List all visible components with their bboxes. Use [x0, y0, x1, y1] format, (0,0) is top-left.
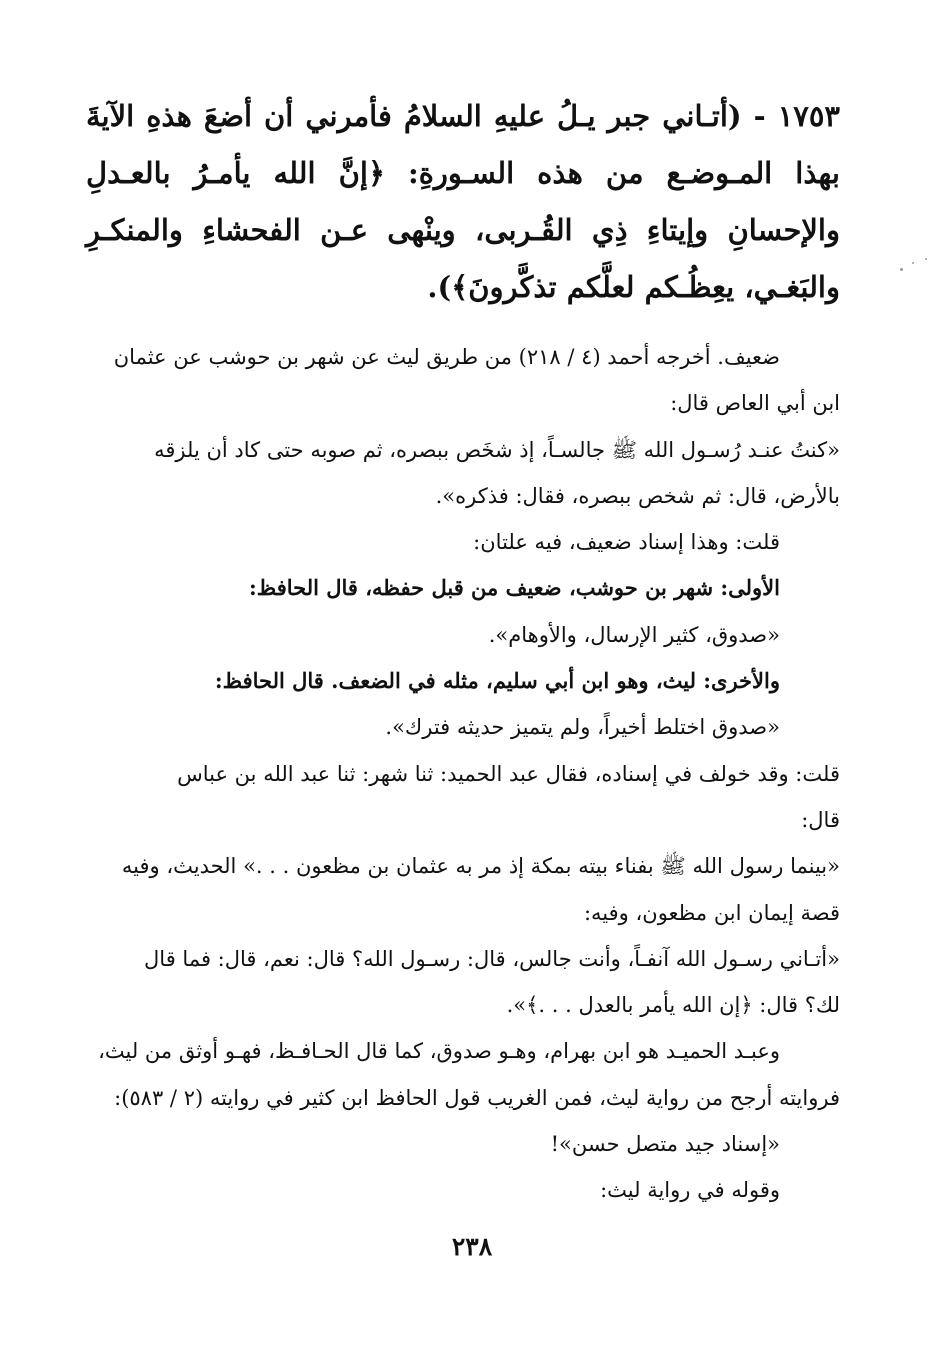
- text-line: قصة إيمان ابن مظعون، وفيه:: [583, 900, 840, 925]
- text-line: «صدوق اختلط أخيراً، ولم يتميز حديثه فترك».: [385, 715, 780, 740]
- text-line: قلت: وقد خولف في إسناده، فقال عبد الحميد: ثنا شهر: ثنا عبد الله بن عباس: [177, 761, 840, 786]
- page-speck: [925, 258, 927, 260]
- text-line: قال:: [801, 807, 840, 832]
- hadith-heading: [86, 88, 840, 316]
- text-line: فروايته أرجح من رواية ليث، فمن الغريب قول الحافظ ابن كثير في روايته (٢ / ٥٨٣):: [114, 1085, 840, 1110]
- text-line: لك؟ قال: ﴿إن الله يأمر بالعدل . . .﴾».: [506, 993, 840, 1018]
- text-line: ضعيف. أخرجه أحمد (٤ / ٢١٨) من طريق ليث عن شهر بن حوشب عن عثمان: [113, 345, 780, 369]
- text-line: والأخرى: ليث، وهو ابن أبي سليم، مثله في الضعف. قال الحافظ:: [214, 668, 780, 694]
- text-line: بالأرض، قال: ثم شخص ببصره، فقال: فذكره».: [435, 483, 840, 508]
- hadith-text: - (أتـاني جبر يـلُ عليهِ السلامُ فأمرني أن أضعَ هذهِ الآيةَ بهذا المـوضـع من هذه السـورةِ: ﴿إنَّ الله يأمـرُ بالعـدلِ والإحسانِ وإيتاءِ ذِي القُـربى، وينْهى عـن الفحشاءِ والمنكـرِ والبَغـي، يعِظُـكم لعلَّكم تذكَّرونَ﴾).: [86, 99, 840, 304]
- text-line: وعبـد الحميـد هو ابن بهرام، وهـو صدوق، كما قال الحـافـظ، فهـو أوثق من ليث،: [98, 1039, 780, 1064]
- text-line: «صدوق، كثير الإرسال، والأوهام».: [488, 622, 780, 647]
- text-line: «كنتُ عنـد رُسـول الله ﷺ جالسـاً، إذ شخَص ببصره، ثم صوبه حتى كاد أن يلزقه: [154, 437, 840, 462]
- text-line: «إسناد جيد متصل حسن»!: [550, 1132, 780, 1157]
- page-text: [86, 88, 840, 1214]
- page-number: ٢٣٨: [451, 1232, 493, 1261]
- text-line: وقوله في رواية ليث:: [600, 1178, 780, 1203]
- text-line: «بينما رسول الله ﷺ بفناء بيته بمكة إذ مر به عثمان بن مظعون . . .» الحديث، وفيه: [121, 854, 840, 879]
- text-line: «أتـاني رسـول الله آنفـاً، وأنت جالس، قال: رسـول الله؟ قال: نعم، قال: فما قال: [144, 946, 840, 971]
- text-line: ابن أبي العاص قال:: [670, 391, 840, 416]
- text-line: قلت: وهذا إسناد ضعيف، فيه علتان:: [473, 530, 780, 555]
- hadith-number: ١٧٥٣: [777, 99, 840, 133]
- page-speck: [912, 262, 914, 264]
- text-line: الأولى: شهر بن حوشب، ضعيف من قبل حفظه، قال الحافظ:: [249, 575, 780, 601]
- page-speck: [900, 268, 903, 271]
